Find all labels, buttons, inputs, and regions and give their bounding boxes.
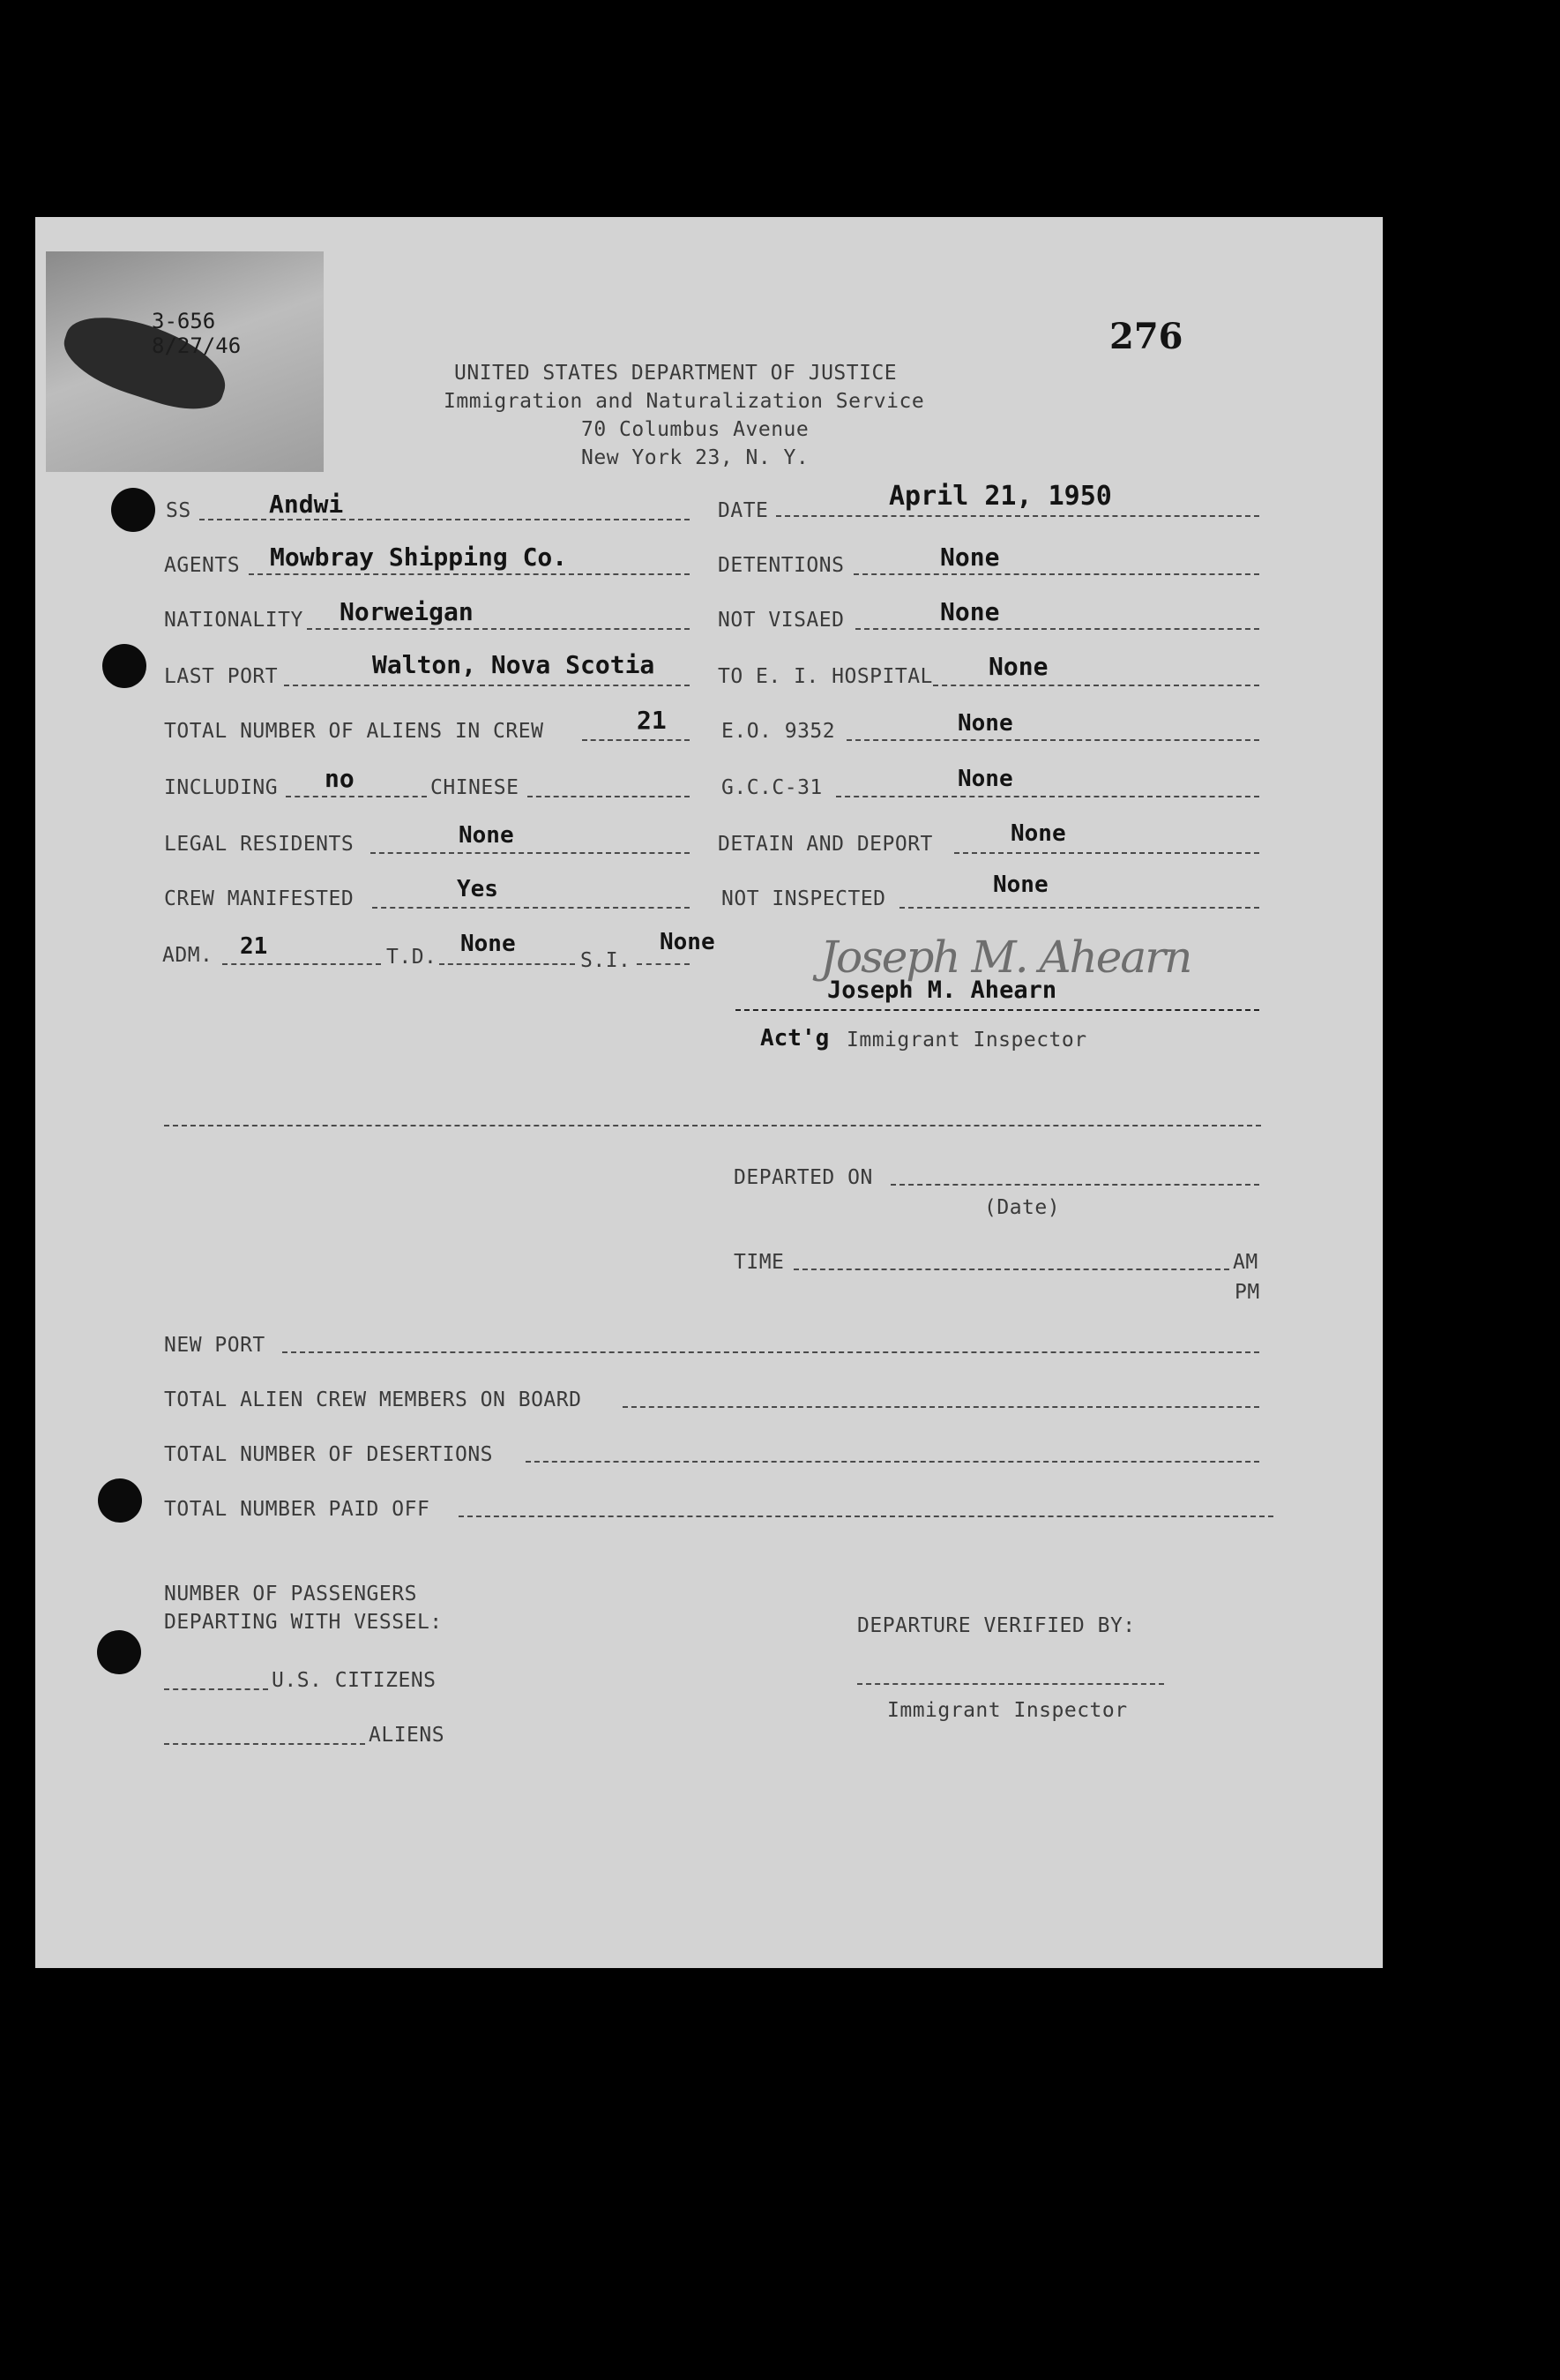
departure-verified-label: DEPARTURE VERIFIED BY: xyxy=(857,1614,1136,1637)
hospital-value: None xyxy=(989,652,1049,681)
am-label: AM xyxy=(1233,1251,1258,1274)
detentions-label: DETENTIONS xyxy=(718,554,845,577)
verifier-signature-line xyxy=(857,1683,1164,1685)
date-value: April 21, 1950 xyxy=(889,481,1112,512)
crew-manifested-value: Yes xyxy=(457,876,498,902)
legal-residents-label: LEGAL RESIDENTS xyxy=(164,833,355,856)
time-line xyxy=(794,1269,1229,1270)
total-aliens-value: 21 xyxy=(637,706,667,735)
date-line xyxy=(776,515,1259,517)
crew-on-board-line xyxy=(623,1406,1259,1408)
desertions-label: TOTAL NUMBER OF DESERTIONS xyxy=(164,1443,494,1466)
new-port-line xyxy=(282,1351,1259,1353)
not-inspected-line xyxy=(899,907,1259,909)
adm-label: ADM. xyxy=(162,944,213,967)
aliens-line xyxy=(164,1743,365,1745)
total-aliens-line xyxy=(582,739,690,741)
us-citizens-line xyxy=(164,1688,268,1690)
si-line xyxy=(637,963,690,965)
inspector-title: Immigrant Inspector xyxy=(847,1029,1087,1052)
ss-line xyxy=(199,519,690,520)
agents-value: Mowbray Shipping Co. xyxy=(270,543,568,572)
section-separator xyxy=(164,1125,1261,1126)
detentions-line xyxy=(854,573,1259,575)
stamp-line-1: 3-656 xyxy=(152,309,216,333)
pm-label: PM xyxy=(1235,1281,1260,1304)
detain-deport-value: None xyxy=(1011,820,1066,847)
header-department: UNITED STATES DEPARTMENT OF JUSTICE xyxy=(454,362,898,385)
verifier-title: Immigrant Inspector xyxy=(887,1699,1128,1722)
punch-hole xyxy=(111,488,155,532)
inspector-name: Joseph M. Ahearn xyxy=(827,977,1057,1004)
detentions-value: None xyxy=(940,543,1000,572)
chinese-line xyxy=(527,796,690,797)
si-label: S.I. xyxy=(580,949,631,972)
date-caption: (Date) xyxy=(984,1196,1061,1219)
crew-manifested-line xyxy=(372,907,690,909)
punch-hole xyxy=(98,1478,142,1523)
eo-value: None xyxy=(958,710,1013,737)
date-label: DATE xyxy=(718,499,769,522)
signature-line xyxy=(735,1009,1259,1011)
td-line xyxy=(439,963,575,965)
inspector-signature: Joseph M. Ahearn xyxy=(820,932,1191,983)
total-aliens-label: TOTAL NUMBER OF ALIENS IN CREW xyxy=(164,720,544,743)
paid-off-label: TOTAL NUMBER PAID OFF xyxy=(164,1498,430,1521)
gcc-label: G.C.C-31 xyxy=(721,776,823,799)
eo-label: E.O. 9352 xyxy=(721,720,836,743)
not-inspected-label: NOT INSPECTED xyxy=(721,887,886,910)
legal-residents-line xyxy=(370,852,690,854)
including-line xyxy=(286,796,427,797)
detain-deport-line xyxy=(954,852,1259,854)
time-label: TIME xyxy=(734,1251,785,1274)
nationality-value: Norweigan xyxy=(340,597,474,626)
td-label: T.D. xyxy=(386,946,437,969)
header-service: Immigration and Naturalization Service xyxy=(444,390,925,413)
punch-hole xyxy=(102,644,146,688)
inspector-title-prefix: Act'g xyxy=(760,1025,830,1052)
us-citizens-label: U.S. CITIZENS xyxy=(272,1669,437,1692)
hospital-label: TO E. I. HOSPITAL xyxy=(718,665,933,688)
td-value: None xyxy=(460,931,516,957)
hospital-line xyxy=(933,685,1259,686)
gcc-line xyxy=(836,796,1259,797)
last-port-line xyxy=(284,685,690,686)
adm-line xyxy=(222,963,381,965)
punch-hole xyxy=(97,1630,141,1674)
header-city: New York 23, N. Y. xyxy=(581,446,810,469)
agents-label: AGENTS xyxy=(164,554,241,577)
not-visaed-value: None xyxy=(940,597,1000,626)
crew-manifested-label: CREW MANIFESTED xyxy=(164,887,355,910)
gcc-value: None xyxy=(958,766,1013,792)
legal-residents-value: None xyxy=(459,822,514,849)
agents-line xyxy=(249,573,690,575)
ss-value: Andwi xyxy=(269,490,344,519)
crew-on-board-label: TOTAL ALIEN CREW MEMBERS ON BOARD xyxy=(164,1388,582,1411)
adm-value: 21 xyxy=(240,933,268,960)
eo-line xyxy=(847,739,1259,741)
nationality-line xyxy=(307,628,690,630)
departed-on-label: DEPARTED ON xyxy=(734,1166,873,1189)
ss-label: SS xyxy=(166,499,191,522)
not-inspected-value: None xyxy=(993,872,1049,898)
last-port-label: LAST PORT xyxy=(164,665,279,688)
desertions-line xyxy=(526,1461,1259,1463)
chinese-label: CHINESE xyxy=(430,776,519,799)
detain-deport-label: DETAIN AND DEPORT xyxy=(718,833,933,856)
new-port-label: NEW PORT xyxy=(164,1334,265,1357)
stamp-line-2: 8/27/46 xyxy=(152,333,242,358)
passengers-label-2: DEPARTING WITH VESSEL: xyxy=(164,1611,443,1634)
passengers-label-1: NUMBER OF PASSENGERS xyxy=(164,1583,417,1605)
departed-on-line xyxy=(891,1184,1259,1186)
header-street: 70 Columbus Avenue xyxy=(581,418,810,441)
si-value: None xyxy=(660,929,715,955)
including-label: INCLUDING xyxy=(164,776,279,799)
document-sheet xyxy=(35,217,1383,1968)
including-value: no xyxy=(325,764,355,793)
paid-off-line xyxy=(459,1516,1273,1517)
not-visaed-label: NOT VISAED xyxy=(718,609,845,632)
nationality-label: NATIONALITY xyxy=(164,609,303,632)
page-number: 276 xyxy=(1109,316,1183,357)
not-visaed-line xyxy=(855,628,1259,630)
last-port-value: Walton, Nova Scotia xyxy=(372,650,655,679)
aliens-label: ALIENS xyxy=(369,1724,445,1747)
